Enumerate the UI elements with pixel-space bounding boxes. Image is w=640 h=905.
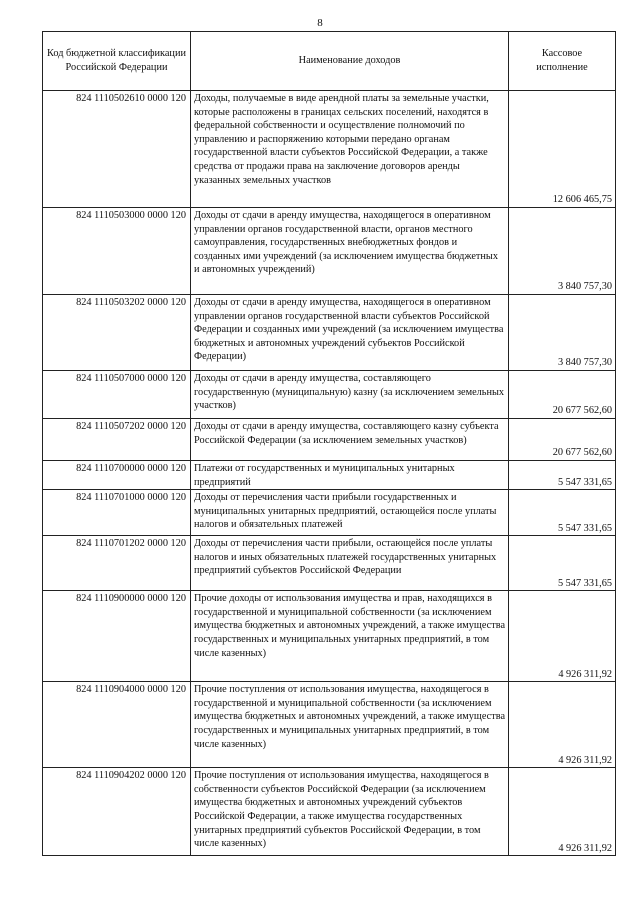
table-row: [43, 490, 616, 536]
revenue-name: Доходы от сдачи в аренду имущества, находящегося в оперативном управлении органов государственной власти, органов местного самоуправления, государственных внебюджетных фондов и созданных ими учреждений (за исключением имущества бюджетных и автономных учреждений): [191, 208, 509, 295]
revenue-name: Доходы от сдачи в аренду имущества, находящегося в оперативном управлении органов государственной власти субъектов Российской Федерации и созданных ими учреждений (за исключением имущества бюджетных и автономных учреждений субъектов Российской Федерации): [191, 295, 509, 371]
cash-execution-amount: 4 926 311,92: [509, 682, 616, 768]
cash-execution-amount: 4 926 311,92: [509, 591, 616, 682]
budget-code: 824 1110507000 0000 120: [43, 371, 191, 419]
budget-code: 824 1110503202 0000 120: [43, 295, 191, 371]
budget-code: 824 1110904202 0000 120: [43, 768, 191, 856]
revenue-name: Доходы, получаемые в виде арендной платы за земельные участки, которые расположены в границах сельских поселений, находятся в федеральной собственности и осуществление полномочий по управлению и распоряжению которыми передано органам государственной власти субъектов Российской Федерации, а также средства от продажи права на заключение договоров аренды указанных земельных участков: [191, 91, 509, 208]
table-header-row: [43, 32, 616, 91]
budget-code: 824 1110507202 0000 120: [43, 419, 191, 461]
column-header-code: Код бюджетной классификации Российской Федерации: [43, 32, 191, 91]
cash-execution-amount: 3 840 757,30: [509, 208, 616, 295]
revenue-name: Доходы от сдачи в аренду имущества, составляющего казну субъекта Российской Федерации (за исключением земельных участков): [191, 419, 509, 461]
budget-code: 824 1110701202 0000 120: [43, 536, 191, 591]
revenue-name: Прочие поступления от использования имущества, находящегося в собственности субъектов Российской Федерации (за исключением имущества бюджетных и автономных учреждений субъектов Российской Федерации, а также имущества государственных унитарных предприятий субъектов Российской Федерации, в том числе казенных): [191, 768, 509, 856]
budget-code: 824 1110900000 0000 120: [43, 591, 191, 682]
revenue-name: Доходы от перечисления части прибыли, остающейся после уплаты налогов и иных обязательных платежей государственных унитарных предприятий субъектов Российской Федерации: [191, 536, 509, 591]
table-row: [43, 768, 616, 856]
table-row: [43, 536, 616, 591]
cash-execution-amount: 20 677 562,60: [509, 371, 616, 419]
column-header-amount: Кассовое исполнение: [509, 32, 616, 91]
cash-execution-amount: 5 547 331,65: [509, 461, 616, 490]
table-row: [43, 461, 616, 490]
cash-execution-amount: 4 926 311,92: [509, 768, 616, 856]
cash-execution-amount: 5 547 331,65: [509, 490, 616, 536]
cash-execution-amount: 3 840 757,30: [509, 295, 616, 371]
table-row: [43, 591, 616, 682]
table-row: [43, 295, 616, 371]
revenue-name: Прочие поступления от использования имущества, находящегося в государственной и муниципальной собственности (за исключением имущества бюджетных и автономных учреждений, а также имущества государственных и муниципальных унитарных предприятий, в том числе казенных): [191, 682, 509, 768]
revenue-table: [42, 31, 616, 856]
cash-execution-amount: 5 547 331,65: [509, 536, 616, 591]
revenue-name: Платежи от государственных и муниципальных унитарных предприятий: [191, 461, 509, 490]
budget-code: 824 1110502610 0000 120: [43, 91, 191, 208]
revenue-name: Доходы от сдачи в аренду имущества, составляющего государственную (муниципальную) казну (за исключением земельных участков): [191, 371, 509, 419]
cash-execution-amount: 12 606 465,75: [509, 91, 616, 208]
table-row: [43, 419, 616, 461]
page-number: 8: [317, 17, 323, 29]
budget-code: 824 1110700000 0000 120: [43, 461, 191, 490]
table-row: [43, 91, 616, 208]
table-row: [43, 682, 616, 768]
cash-execution-amount: 20 677 562,60: [509, 419, 616, 461]
column-header-name: Наименование доходов: [191, 32, 509, 91]
budget-code: 824 1110701000 0000 120: [43, 490, 191, 536]
budget-code: 824 1110503000 0000 120: [43, 208, 191, 295]
revenue-name: Доходы от перечисления части прибыли государственных и муниципальных унитарных предприятий, остающейся после уплаты налогов и обязательных платежей: [191, 490, 509, 536]
revenue-name: Прочие доходы от использования имущества и прав, находящихся в государственной и муниципальной собственности (за исключением имущества бюджетных и автономных учреждений, а также имущества государственных и муниципальных унитарных предприятий, в том числе казенных): [191, 591, 509, 682]
table-row: [43, 371, 616, 419]
budget-code: 824 1110904000 0000 120: [43, 682, 191, 768]
table-row: [43, 208, 616, 295]
